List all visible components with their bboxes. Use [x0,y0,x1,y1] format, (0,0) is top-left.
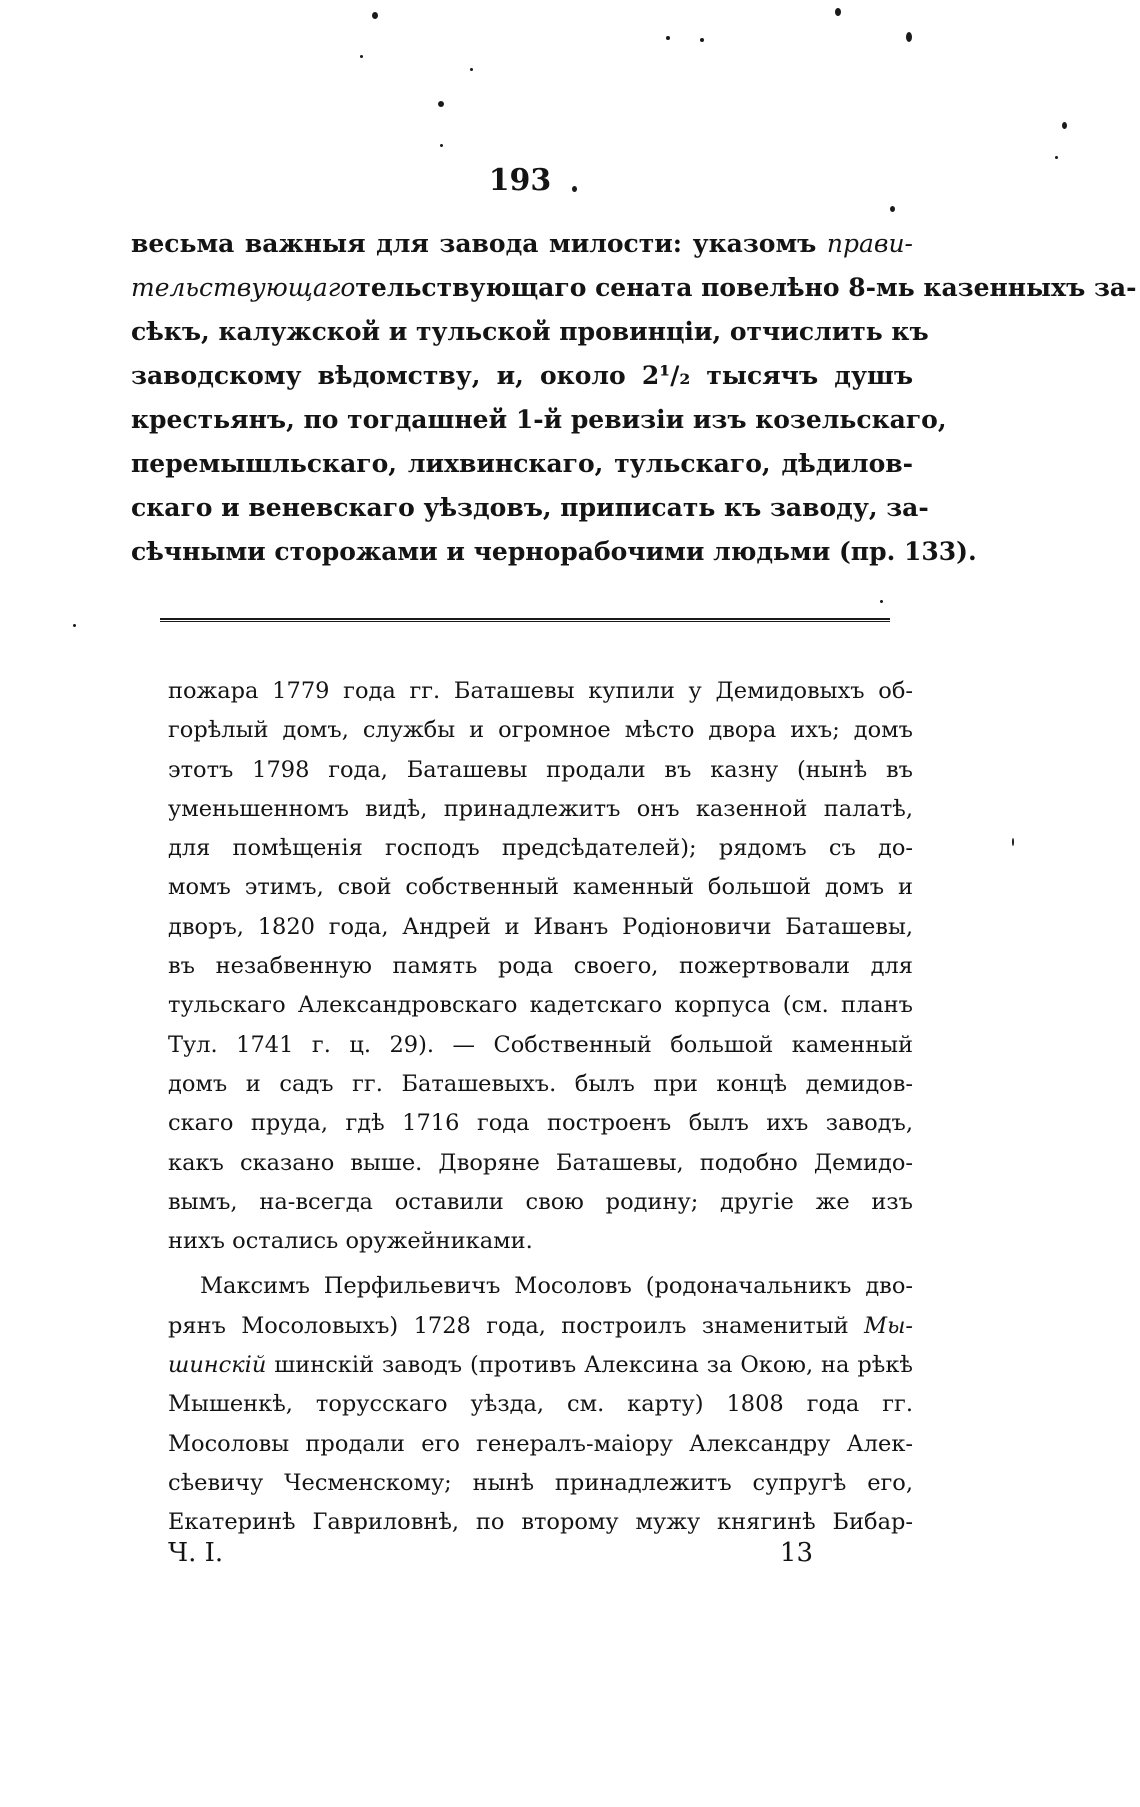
footnote-line: пожара 1779 года гг. Баташевы купили у Демидовыхъ об- [168,678,913,704]
footnote-line: Тул. 1741 г. ц. 29). — Собственный большой каменный [168,1031,913,1058]
footnote-line: Екатеринѣ Гавриловнѣ, по второму мужу княгинѣ Бибар- [168,1509,913,1536]
footnote-line: сѣевичу Чесменскому; нынѣ принадлежитъ супругѣ его, [168,1469,913,1496]
ink-speck [700,38,704,42]
page-number: 193 [488,163,552,198]
footnote-line: дворъ, 1820 года, Андрей и Иванъ Родіоновичи Баташевы, [168,913,913,940]
ink-speck [470,68,473,71]
footnote-line: скаго пруда, гдѣ 1716 года построенъ былъ ихъ заводъ, [168,1110,913,1137]
main-text-line: скаго и веневскаго уѣздовъ, приписать къ заводу, за- [131,493,929,522]
footnote-line: этотъ 1798 года, Баташевы продали въ казну (нынѣ въ [168,756,913,783]
footnote-divider [160,618,890,622]
footnote-line: Мышенкѣ, торусскаго уѣзда, см. карту) 1808 года гг. [168,1391,913,1418]
main-text-line: сѣкъ, калужской и тульской провинціи, отчислить къ [131,317,929,346]
ink-speck [438,101,444,107]
volume-part: Ч. I. [168,1538,224,1568]
footnote-line: тульскаго Александровскаго кадетскаго корпуса (см. планъ [168,992,913,1019]
ink-speck [906,32,912,42]
italic-word: Мы- [864,1312,913,1339]
ink-speck [835,8,841,16]
footnote-line: для помѣщенія господъ предсѣдателей); рядомъ съ до- [168,835,913,862]
footnote-text [168,672,913,1543]
footnote-line: уменьшенномъ видѣ, принадлежитъ онъ казенной палатѣ, [168,795,913,822]
main-text-line: крестьянъ, по тогдашней 1-й ревизіи изъ козельскаго, [131,405,947,434]
footnote-line: Мосоловы продали его генералъ-маіору Александру Алек- [168,1430,913,1457]
footnote-line: момъ этимъ, свой собственный каменный большой домъ и [168,874,913,901]
main-text-line: тельствующаготельствующаго сената повелѣно 8-мь казенныхъ за- [131,273,1137,302]
footnote-line: домъ и садъ гг. Баташевыхъ. былъ при концѣ демидов- [168,1070,913,1097]
ink-speck [360,55,363,58]
ink-speck [880,600,883,603]
ink-speck [440,144,443,147]
italic-word: прави- [826,229,913,258]
footnote-line: горѣлый домъ, службы и огромное мѣсто двора ихъ; домъ [168,717,913,744]
italic-word: тельствующаго [131,273,356,302]
ink-speck [73,624,76,627]
ink-speck [1062,122,1067,129]
main-text-line: сѣчными сторожами и чернорабочими людьми (пр. 133). [131,537,977,566]
ink-speck [372,12,378,19]
footnote-line: какъ сказано выше. Дворяне Баташевы, подобно Демидо- [168,1149,913,1176]
main-text-line: перемышльскаго, лихвинскаго, тульскаго, дѣдилов- [131,449,913,478]
main-text-line: заводскому вѣдомству, и, около 2¹/₂ тысячъ душъ [131,361,913,390]
footnote-line: въ незабвенную память рода своего, пожертвовали для [168,953,913,980]
footnote-line: шинскій шинскій заводъ (противъ Алексина за Окою, на рѣкѣ [168,1352,914,1379]
ink-speck [1055,156,1058,159]
footnote-line: Максимъ Перфильевичъ Мосоловъ (родоначальникъ дво- [200,1273,913,1300]
main-text-line: весьма важныя для завода милости: указомъ прави- [131,229,913,258]
ink-speck [1012,838,1014,846]
footnote-line: нихъ остались оружейниками. [168,1228,533,1255]
italic-word: шинскій [168,1352,267,1379]
sheet-number: 13 [779,1538,813,1568]
main-text [131,222,1137,574]
ink-speck [890,206,895,212]
footnote-line: рянъ Мосоловыхъ) 1728 года, построилъ знаменитый Мы- [168,1312,913,1339]
ink-speck [666,36,670,40]
footnote-line: вымъ, на-всегда оставили свою родину; другіе же изъ [168,1188,913,1215]
printer-signature [168,1538,913,1568]
